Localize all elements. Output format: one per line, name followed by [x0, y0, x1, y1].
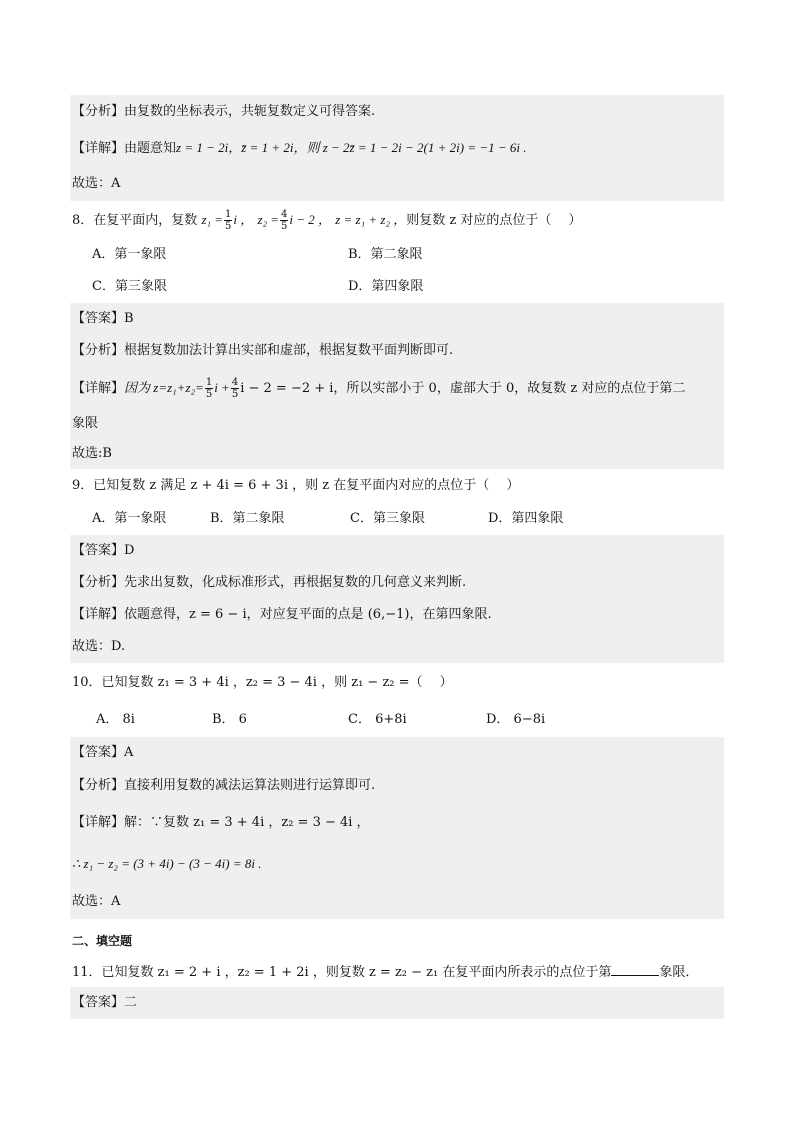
answer-value: A	[124, 745, 134, 760]
question-number: 9．	[72, 478, 94, 493]
fraction-four-fifths: $\frac{4}{5}$	[281, 209, 288, 232]
q9-answer-row	[70, 535, 724, 567]
q9-options-row	[70, 503, 724, 535]
stem-lead: 已知复数 z₁ = 2 + i ，z₂ = 1 + 2i ，则复数 z = z₂ − z₁ 在复平面内所表示的点位于第	[101, 965, 612, 980]
q8-detail-row2	[70, 409, 724, 439]
answer-tag: 【答案】	[72, 543, 125, 558]
q9-choice-row	[70, 631, 724, 663]
section-heading-row	[70, 919, 724, 959]
option-c[interactable]: C． 6+8i	[348, 712, 407, 727]
q10-options-row	[70, 703, 724, 737]
answer-tag: 【答案】	[72, 745, 125, 760]
detail-line2: ∴ z₁ − z₂ = (3 + 4i) − (3 − 4i) = 8i .	[72, 856, 262, 871]
q7-detail-row	[70, 129, 724, 167]
stem-lead: 在复平面内，复数	[93, 213, 198, 228]
section-title: 二、填空题	[72, 934, 133, 948]
detail-text: 解：∵复数 z₁ = 3 + 4i ，z₂ = 3 − 4i ，	[124, 815, 370, 830]
q9-stem-row	[70, 469, 724, 503]
answer-value: B	[124, 311, 134, 326]
analysis-text: 直接利用复数的减法运算法则进行运算即可.	[124, 778, 376, 793]
q8-choice-row	[70, 439, 724, 469]
option-a[interactable]: A．第一象限	[92, 511, 167, 526]
q8-options-row1	[70, 239, 724, 271]
q8-answer-row	[70, 303, 724, 335]
option-d[interactable]: D． 6−8i	[486, 712, 546, 727]
q8-analysis-row	[70, 335, 724, 367]
detail-tag: 【详解】	[72, 381, 125, 396]
detail-math: z = 1 − 2i，z̄ = 1 + 2i，则 z − 2z̄ = 1 − 2i − 2(1 + 2i) = −1 − 6i .	[176, 140, 527, 155]
q10-choice-row	[70, 885, 724, 919]
q11-answer-row	[70, 987, 724, 1019]
stem-tail: 则复数 z 对应的点位于（ ）	[406, 213, 582, 228]
detail-tag: 【详解】	[72, 815, 125, 830]
option-b[interactable]: B．第二象限	[348, 247, 423, 262]
option-a[interactable]: A． 8i	[96, 712, 135, 727]
option-b[interactable]: B．第二象限	[210, 511, 285, 526]
analysis-tag: 【分析】	[72, 575, 125, 590]
detail-lead: 由题意知	[124, 141, 177, 156]
answer-value: 二	[124, 995, 138, 1010]
q10-detail-row	[70, 803, 724, 843]
stem-z2-tail: i − 2 ，	[289, 212, 332, 227]
analysis-tag: 【分析】	[72, 778, 125, 793]
detail-tail: i − 2 = −2 + i，所以实部小于 0，虚部大于 0，故复数 z 对应的点位于第二	[240, 381, 686, 396]
answer-tag: 【答案】	[72, 311, 125, 326]
option-b[interactable]: B． 6	[212, 712, 247, 727]
detail-tag: 【详解】	[72, 141, 125, 156]
q8-stem-row	[70, 201, 724, 239]
q9-analysis-row	[70, 567, 724, 599]
option-c[interactable]: C．第三象限	[92, 279, 167, 294]
page-content	[70, 95, 724, 1019]
detail-line2: 象限	[72, 416, 99, 431]
analysis-tag: 【分析】	[72, 343, 125, 358]
stem-tail: 象限．	[659, 965, 699, 980]
q8-detail-row	[70, 367, 724, 409]
stem-z1: z₁ =	[201, 212, 224, 227]
answer-tag: 【答案】	[72, 995, 125, 1010]
q7-choice-row	[70, 167, 724, 201]
q10-analysis-row	[70, 769, 724, 803]
question-number: 8．	[72, 213, 94, 228]
analysis-text: 由复数的坐标表示，共轭复数定义可得答案.	[124, 104, 376, 119]
q9-detail-row	[70, 599, 724, 631]
fraction-one-fifth: $\frac{1}{5}$	[205, 377, 213, 400]
choice-text: 故选：D.	[72, 639, 126, 654]
stem-text: 已知复数 z 满足 z + 4i = 6 + 3i ，则 z 在复平面内对应的点位于（ ）	[93, 478, 520, 493]
q11-stem-row	[70, 959, 724, 987]
option-d[interactable]: D．第四象限	[488, 511, 564, 526]
q10-answer-row	[70, 737, 724, 769]
choice-text: 故选：A	[72, 176, 121, 191]
option-c[interactable]: C．第三象限	[350, 511, 425, 526]
option-d[interactable]: D．第四象限	[348, 279, 424, 294]
analysis-text: 先求出复数，化成标准形式，再根据复数的几何意义来判断.	[124, 575, 467, 590]
detail-text: 依题意得，z = 6 − i，对应复平面的点是 (6,−1)，在第四象限.	[124, 607, 492, 622]
answer-value: D	[124, 543, 135, 558]
choice-text: 故选:B	[72, 446, 112, 461]
stem-z: z = z₁ + z₂ ，	[335, 212, 407, 227]
q10-stem-row	[70, 663, 724, 703]
question-number: 11．	[72, 965, 102, 980]
fraction-four-fifths: $\frac{4}{5}$	[231, 377, 239, 400]
detail-tag: 【详解】	[72, 607, 125, 622]
option-a[interactable]: A．第一象限	[92, 247, 167, 262]
stem-z1-tail: i ，	[233, 212, 254, 227]
analysis-tag: 【分析】	[72, 104, 125, 119]
stem-text: 已知复数 z₁ = 3 + 4i ，z₂ = 3 − 4i ，则 z₁ − z₂ =（ ）	[101, 675, 453, 690]
q8-options-row2	[70, 271, 724, 303]
fraction-one-fifth: $\frac{1}{5}$	[225, 209, 232, 232]
analysis-text: 根据复数加法计算出实部和虚部，根据复数平面判断即可.	[124, 343, 454, 358]
q10-detail-row2	[70, 843, 724, 885]
q7-analysis-row	[70, 95, 724, 129]
question-number: 10．	[72, 675, 102, 690]
answer-blank	[611, 963, 659, 976]
detail-mid: i +	[214, 380, 230, 395]
choice-text: 故选：A	[72, 894, 121, 909]
detail-lead: 因为 z=z₁+z₂=	[124, 380, 204, 395]
stem-z2: z₂ =	[257, 212, 280, 227]
